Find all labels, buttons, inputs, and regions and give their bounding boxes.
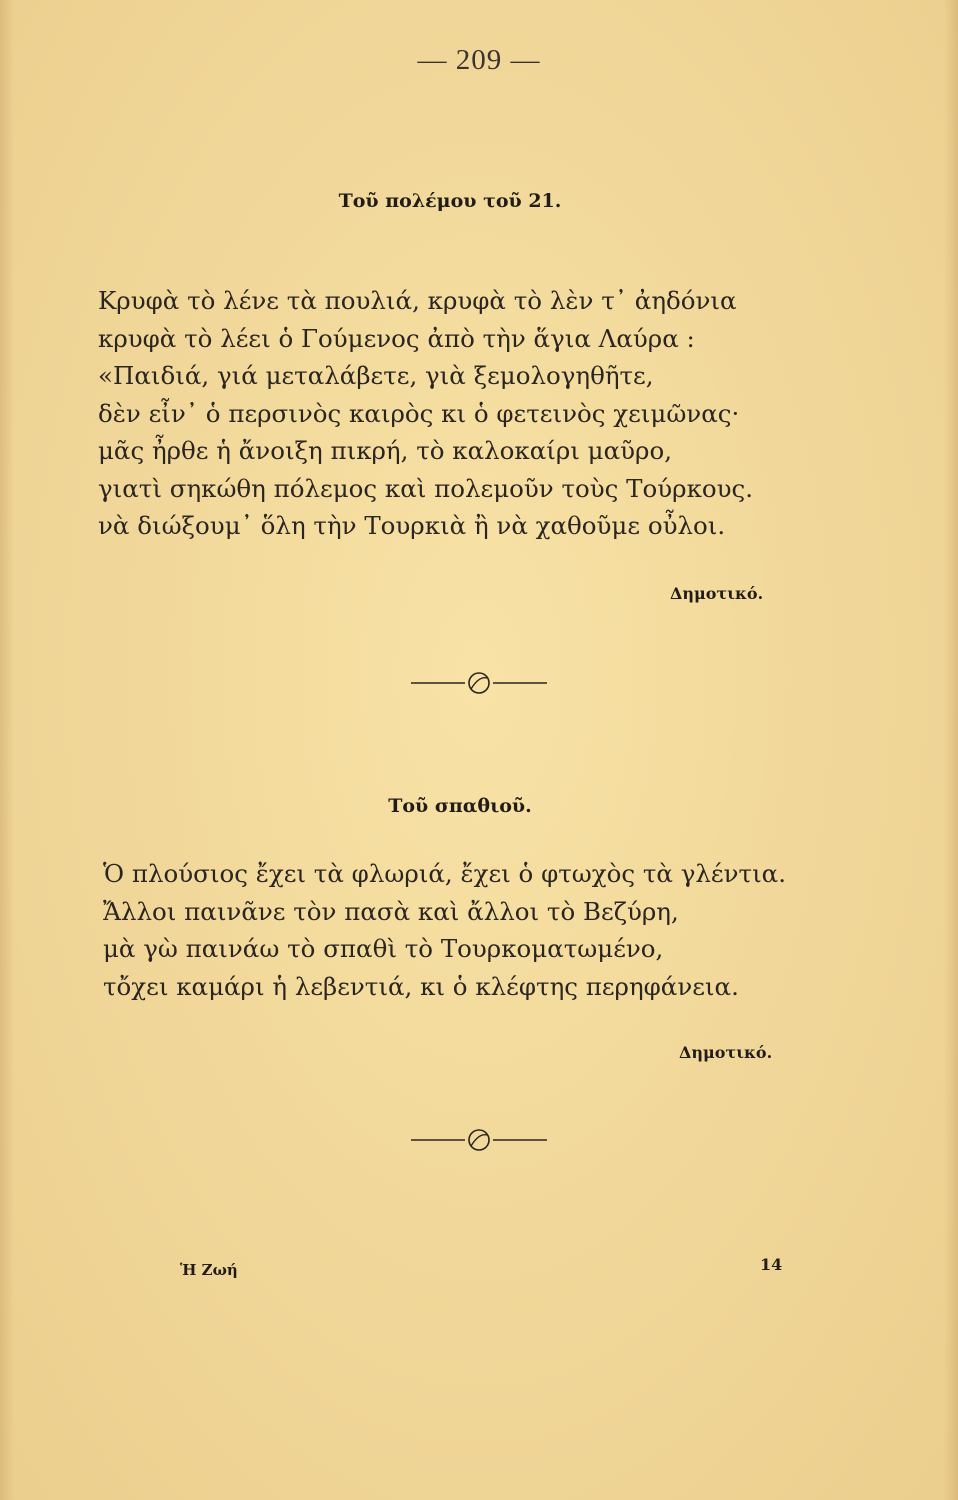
poem-line: τὄχει καμάρι ἡ λεβεντιά, κι ὁ κλέφτης περηφάνεια. bbox=[103, 971, 739, 1001]
page-number: — 209 — bbox=[417, 44, 541, 76]
page-edge-left bbox=[0, 0, 14, 1500]
poem-line: νὰ διώξουμ᾽ ὅλη τὴν Τουρκιὰ ἢ νὰ χαθοῦμε οὖλοι. bbox=[98, 511, 726, 540]
poem-title: Τοῦ σπαθιοῦ. bbox=[388, 795, 532, 817]
poem-line: Ἄλλοι παινᾶνε τὸν πασὰ καὶ ἄλλοι τὸ Βεζύρη, bbox=[103, 896, 679, 926]
page-edge-right bbox=[944, 0, 958, 1500]
poem-line: δὲν εἶν᾽ ὁ περσινὸς καιρὸς κι ὁ φετεινὸς χειμῶνας· bbox=[98, 398, 740, 428]
poem-title: Τοῦ πολέμου τοῦ 21. bbox=[338, 190, 562, 212]
poem-line: κρυφὰ τὸ λέει ὁ Γούμενος ἀπὸ τὴν ἅγια Λαύρα : bbox=[98, 323, 695, 353]
poem-attribution: Δημοτικό. bbox=[679, 1043, 773, 1062]
poem-line: Κρυφὰ τὸ λένε τὰ πουλιά, κρυφὰ τὸ λὲν τ᾽ ἀηδόνια bbox=[98, 286, 737, 315]
poem-line: μὰ γὼ παινάω τὸ σπαθὶ τὸ Τουρκοματωμένο, bbox=[103, 934, 664, 963]
poem-line: γιατὶ σηκώθη πόλεμος καὶ πολεμοῦν τοὺς Τούρκους. bbox=[98, 473, 754, 503]
poem-body bbox=[103, 855, 786, 1005]
ornament-flourish-icon bbox=[409, 1125, 549, 1155]
ornament-divider bbox=[0, 668, 958, 702]
poem-line: μᾶς ἦρθε ἡ ἄνοιξη πικρή, τὸ καλοκαίρι μαῦρο, bbox=[98, 436, 672, 465]
ornament-flourish-icon bbox=[409, 668, 549, 698]
signature-mark: Ἡ Ζωή bbox=[180, 1261, 238, 1279]
ornament-divider bbox=[0, 1125, 958, 1159]
poem-attribution: Δημοτικό. bbox=[670, 584, 764, 603]
poem-line: Ὁ πλούσιος ἔχει τὰ φλωριά, ἔχει ὁ φτωχὸς τὰ γλέντια. bbox=[103, 859, 787, 888]
poem-body bbox=[98, 282, 753, 545]
poem-line: «Παιδιά, γιά μεταλάβετε, γιὰ ξεμολογηθῆτε, bbox=[98, 361, 654, 390]
gathering-number: 14 bbox=[760, 1255, 783, 1274]
